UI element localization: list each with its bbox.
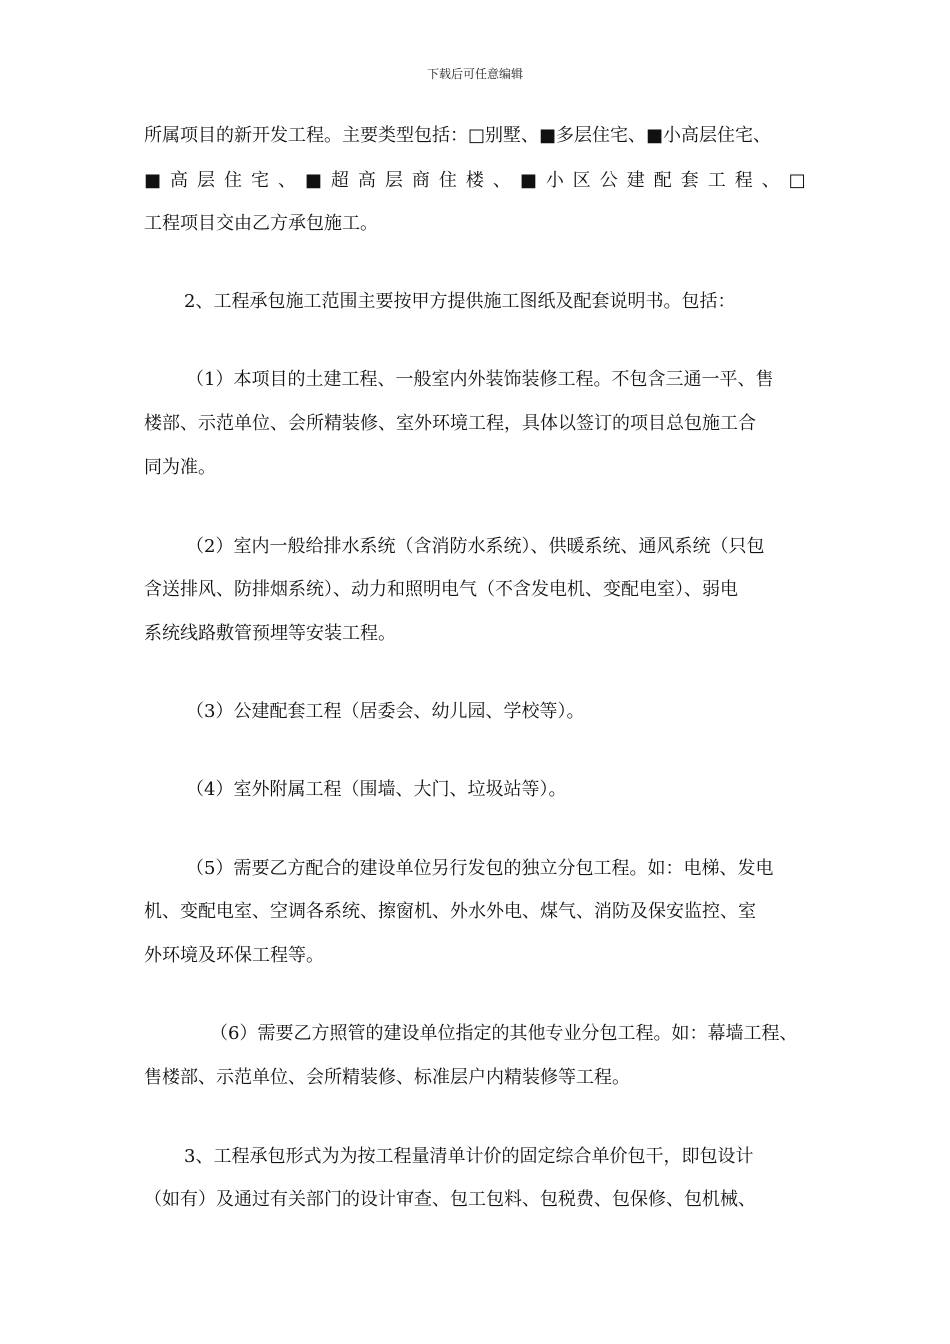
justified-char: 程 xyxy=(734,170,753,191)
justified-char: 公 xyxy=(599,170,618,191)
justified-char: 建 xyxy=(626,170,645,191)
paragraph-4-line-1: （2）室内一般给排水系统（含消防水系统）、供暖系统、通风系统（只包 xyxy=(186,536,765,557)
paragraph-7-line-3: 外环境及环保工程等。 xyxy=(144,945,324,966)
paragraph-7-line-1: （5）需要乙方配合的建设单位另行发包的独立分包工程。如：电梯、发电 xyxy=(186,858,774,879)
justified-char: 住 xyxy=(223,170,242,191)
justified-char: 、 xyxy=(277,170,296,191)
paragraph-3-line-1: （1）本项目的土建工程、一般室内外装饰装修工程。不包含三通一平、售 xyxy=(186,369,774,390)
justified-char: 超 xyxy=(330,170,349,191)
paragraph-3-line-2: 楼部、示范单位、会所精装修、室外环境工程，具体以签订的项目总包施工合 xyxy=(144,413,756,434)
paragraph-1-line-3: 工程项目交由乙方承包施工。 xyxy=(144,213,378,234)
paragraph-9-line-1: 3、工程承包形式为为按工程量清单计价的固定综合单价包干，即包设计 xyxy=(184,1146,754,1167)
justified-char: 小 xyxy=(545,170,564,191)
paragraph-5-line-1: （3）公建配套工程（居委会、幼儿园、学校等）。 xyxy=(186,701,585,722)
justified-char: □ xyxy=(788,170,806,191)
paragraph-9-line-2: （如有）及通过有关部门的设计审查、包工包料、包税费、包保修、包机械、 xyxy=(144,1189,756,1210)
justified-char: 层 xyxy=(196,170,215,191)
paragraph-2-line-1: 2、工程承包施工范围主要按甲方提供施工图纸及配套说明书。包括： xyxy=(184,291,736,312)
justified-char: ■ xyxy=(519,170,537,191)
paragraph-4-line-3: 系统线路敷管预埋等安装工程。 xyxy=(144,623,396,644)
paragraph-8-line-2: 售楼部、示范单位、会所精装修、标准层户内精装修等工程。 xyxy=(144,1067,630,1088)
justified-char: 区 xyxy=(572,170,591,191)
paragraph-6-line-1: （4）室外附属工程（围墙、大门、垃圾站等）。 xyxy=(186,779,567,800)
justified-char: 工 xyxy=(707,170,726,191)
justified-char: 、 xyxy=(492,170,511,191)
justified-char: 楼 xyxy=(465,170,484,191)
justified-char: 宅 xyxy=(250,170,269,191)
justified-char: 套 xyxy=(680,170,699,191)
page-header-note: 下载后可任意编辑 xyxy=(426,67,523,81)
justified-char: 配 xyxy=(653,170,672,191)
justified-char: 层 xyxy=(384,170,403,191)
paragraph-7-line-2: 机、变配电室、空调各系统、擦窗机、外水外电、煤气、消防及保安监控、室 xyxy=(144,901,756,922)
justified-char: ■ xyxy=(144,170,162,191)
paragraph-4-line-2: 含送排风、防排烟系统）、动力和照明电气（不含发电机、变配电室）、弱电 xyxy=(144,579,738,600)
justified-char: 、 xyxy=(761,170,780,191)
justified-char: ■ xyxy=(304,170,322,191)
paragraph-8-line-1: （6）需要乙方照管的建设单位指定的其他专业分包工程。如：幕墙工程、 xyxy=(210,1023,798,1044)
paragraph-1-line-2 xyxy=(144,169,806,193)
justified-char: 住 xyxy=(438,170,457,191)
justified-char: 高 xyxy=(357,170,376,191)
paragraph-3-line-3: 同为准。 xyxy=(144,457,216,478)
justified-char: 高 xyxy=(170,170,188,191)
justified-char: 商 xyxy=(411,170,430,191)
paragraph-1-line-1: 所属项目的新开发工程。主要类型包括：□别墅、■多层住宅、■小高层住宅、 xyxy=(144,125,772,146)
